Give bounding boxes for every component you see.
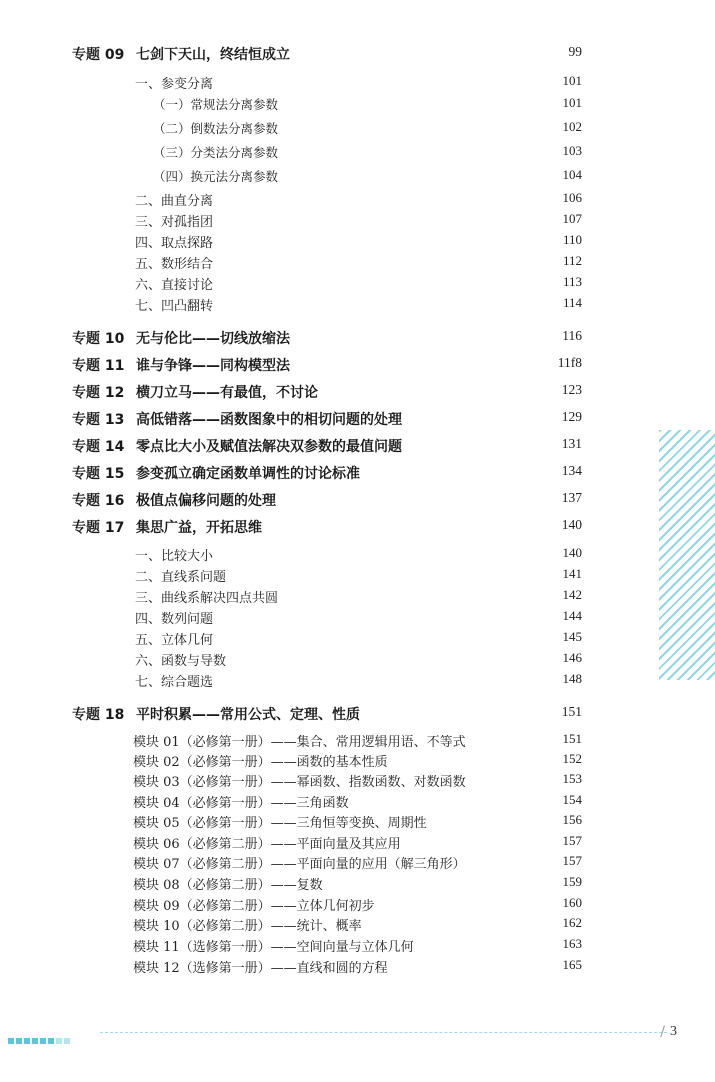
toc-page-number: 145 [562, 629, 582, 644]
toc-section-row [0, 232, 715, 254]
toc-page-number: 102 [562, 119, 582, 134]
topic-number: 专题 18 [72, 707, 125, 723]
toc-section-row [0, 95, 715, 117]
footer-dots [8, 1029, 72, 1048]
toc-module-row [0, 771, 715, 793]
toc-entry-title [72, 704, 360, 724]
toc-entry-title: 四、取点探路 [135, 236, 214, 251]
toc-page-number: 101 [562, 95, 582, 110]
toc-entry-title: 一、参变分离 [135, 77, 214, 92]
toc-entry-title: 模块 08（必修第二册）——复数 [133, 878, 323, 893]
topic-number: 专题 13 [72, 412, 125, 428]
topic-number: 专题 16 [72, 493, 125, 509]
toc-section-row [0, 545, 715, 567]
toc-topic-row [0, 436, 715, 458]
toc-topic-row [0, 382, 715, 404]
toc-page-number: 116 [562, 328, 582, 343]
toc-topic-row [0, 355, 715, 377]
toc-section-row [0, 587, 715, 609]
decorative-stripes [659, 430, 715, 680]
toc-topic-row [0, 409, 715, 431]
toc-section-row [0, 253, 715, 275]
toc-page-number: 151 [561, 704, 582, 719]
topic-number: 专题 14 [72, 439, 125, 455]
toc-entry-title: 模块 06（必修第二册）——平面向量及其应用 [133, 837, 401, 852]
toc-page-number: 104 [562, 167, 582, 182]
toc-page-number: 112 [562, 253, 582, 268]
topic-number: 专题 15 [72, 466, 125, 482]
toc-module-row [0, 895, 715, 917]
toc-module-row [0, 833, 715, 855]
toc-topic-row [0, 490, 715, 512]
toc-page-number: 137 [561, 490, 582, 505]
toc-page-number: 123 [561, 382, 582, 397]
toc-page-number: 146 [562, 650, 582, 665]
toc-entry-title [72, 517, 262, 537]
toc-topic-row [0, 44, 715, 66]
toc-page-number: 11f8 [557, 355, 582, 370]
toc-entry-title: 五、立体几何 [135, 633, 214, 648]
toc-topic-row [0, 704, 715, 726]
toc-page-number: 157 [562, 853, 582, 868]
toc-page-number: 140 [562, 545, 582, 560]
toc-page-number: 163 [562, 936, 582, 951]
toc-entry-title: 模块 05（必修第一册）——三角恒等变换、周期性 [133, 816, 427, 831]
toc-entry-title: 六、函数与导数 [135, 654, 227, 669]
toc-module-row [0, 853, 715, 875]
toc-entry-title: 模块 04（必修第一册）——三角函数 [133, 796, 349, 811]
toc-page-number: 106 [562, 190, 582, 205]
toc-page-number: 148 [562, 671, 582, 686]
toc-page-number: 159 [562, 874, 582, 889]
toc-page-number: 144 [562, 608, 582, 623]
toc-page-number: 151 [562, 731, 582, 746]
toc-section-row [0, 190, 715, 212]
toc-entry-title: 模块 02（必修第一册）——函数的基本性质 [133, 755, 388, 770]
toc-page-number: 142 [562, 587, 582, 602]
toc-section-row [0, 650, 715, 672]
toc-entry-title: 四、数列问题 [135, 612, 214, 627]
toc-entry-title: （一）常规法分离参数 [153, 97, 279, 112]
toc-entry-title: 模块 10（必修第二册）——统计、概率 [133, 919, 362, 934]
toc-module-row [0, 936, 715, 958]
toc-entry-title [72, 463, 360, 483]
toc-page-number: 156 [562, 812, 582, 827]
toc-module-row [0, 812, 715, 834]
toc-entry-title: 五、数形结合 [135, 257, 214, 272]
toc-entry-title: （二）倒数法分离参数 [153, 121, 279, 136]
topic-title: 七剑下天山，终结恒成立 [136, 47, 290, 63]
toc-section-row [0, 167, 715, 189]
topic-title: 极值点偏移问题的处理 [136, 493, 276, 509]
toc-page-number: 154 [562, 792, 582, 807]
toc-entry-title: 模块 01（必修第一册）——集合、常用逻辑用语、不等式 [133, 735, 466, 750]
toc-page-number: 110 [562, 232, 582, 247]
toc-entry-title: 一、比较大小 [135, 549, 214, 564]
topic-title: 集思广益，开拓思维 [136, 520, 262, 536]
toc-entry-title: 模块 11（选修第一册）——空间向量与立体几何 [133, 940, 414, 955]
toc-entry-title: 二、曲直分离 [135, 194, 214, 209]
topic-number: 专题 17 [72, 520, 125, 536]
toc-entry-title: 模块 07（必修第二册）——平面向量的应用（解三角形） [133, 857, 466, 872]
toc-section-row [0, 73, 715, 95]
toc-topic-row [0, 517, 715, 539]
toc-section-row [0, 119, 715, 141]
toc-page-number: 114 [562, 295, 582, 310]
footer-divider [100, 1032, 667, 1033]
toc-entry-title [72, 328, 290, 348]
toc-topic-row [0, 328, 715, 350]
toc-entry-title [72, 382, 318, 402]
topic-number: 专题 11 [72, 358, 125, 374]
toc-page-number: 99 [568, 44, 582, 59]
toc-entry-title: 模块 03（必修第一册）——幂函数、指数函数、对数函数 [133, 775, 466, 790]
toc-entry-title: 模块 09（必修第二册）——立体几何初步 [133, 899, 375, 914]
toc-entry-title: 二、直线系问题 [135, 570, 227, 585]
topic-title: 横刀立马——有最值，不讨论 [136, 385, 318, 401]
toc-entry-title: （四）换元法分离参数 [153, 169, 279, 184]
topic-title: 参变孤立确定函数单调性的讨论标准 [136, 466, 360, 482]
toc-page-number: 134 [561, 463, 582, 478]
toc-entry-title: 七、综合题选 [135, 675, 214, 690]
topic-number: 专题 12 [72, 385, 125, 401]
toc-module-row [0, 874, 715, 896]
toc-entry-title: 三、对孤指团 [135, 215, 214, 230]
toc-page-number: 101 [562, 73, 582, 88]
topic-title: 平时积累——常用公式、定理、性质 [136, 707, 360, 723]
toc-section-row [0, 274, 715, 296]
toc-entry-title [72, 44, 290, 64]
toc-entry-title: 模块 12（选修第一册）——直线和圆的方程 [133, 961, 388, 976]
toc-section-row [0, 671, 715, 693]
toc-entry-title: 三、曲线系解决四点共圆 [135, 591, 279, 606]
toc-module-row [0, 915, 715, 937]
toc-section-row [0, 566, 715, 588]
toc-section-row [0, 295, 715, 317]
toc-page-number: 153 [562, 771, 582, 786]
toc-module-row [0, 957, 715, 979]
toc-page-number: 131 [561, 436, 582, 451]
toc-page-number: 140 [561, 517, 582, 532]
toc-page-number: 129 [561, 409, 582, 424]
toc-section-row [0, 143, 715, 165]
toc-page-number: 141 [562, 566, 582, 581]
toc-entry-title: 七、凹凸翻转 [135, 299, 214, 314]
page-number: 3 [670, 1024, 677, 1039]
toc-page-number: 160 [562, 895, 582, 910]
toc-module-row [0, 792, 715, 814]
toc-entry-title [72, 436, 402, 456]
toc-page-number: 162 [562, 915, 582, 930]
toc-entry-title: （三）分类法分离参数 [153, 145, 279, 160]
toc-module-row [0, 731, 715, 753]
toc-entry-title [72, 355, 290, 375]
toc-section-row [0, 211, 715, 233]
toc-page-number: 107 [562, 211, 582, 226]
topic-title: 谁与争锋——同构模型法 [136, 358, 290, 374]
toc-entry-title [72, 490, 276, 510]
toc-module-row [0, 751, 715, 773]
topic-title: 无与伦比——切线放缩法 [136, 331, 290, 347]
toc-page-number: 113 [562, 274, 582, 289]
toc-entry-title [72, 409, 402, 429]
toc-section-row [0, 629, 715, 651]
toc-page-number: 157 [562, 833, 582, 848]
topic-number: 专题 10 [72, 331, 125, 347]
topic-number: 专题 09 [72, 47, 125, 63]
toc-section-row [0, 608, 715, 630]
toc-page-number: 165 [562, 957, 582, 972]
topic-title: 高低错落——函数图象中的相切问题的处理 [136, 412, 402, 428]
topic-title: 零点比大小及赋值法解决双参数的最值问题 [136, 439, 402, 455]
toc-page-number: 103 [562, 143, 582, 158]
toc-topic-row [0, 463, 715, 485]
toc-page-number: 152 [562, 751, 582, 766]
footer-slash: / [660, 1024, 665, 1040]
toc-entry-title: 六、直接讨论 [135, 278, 214, 293]
